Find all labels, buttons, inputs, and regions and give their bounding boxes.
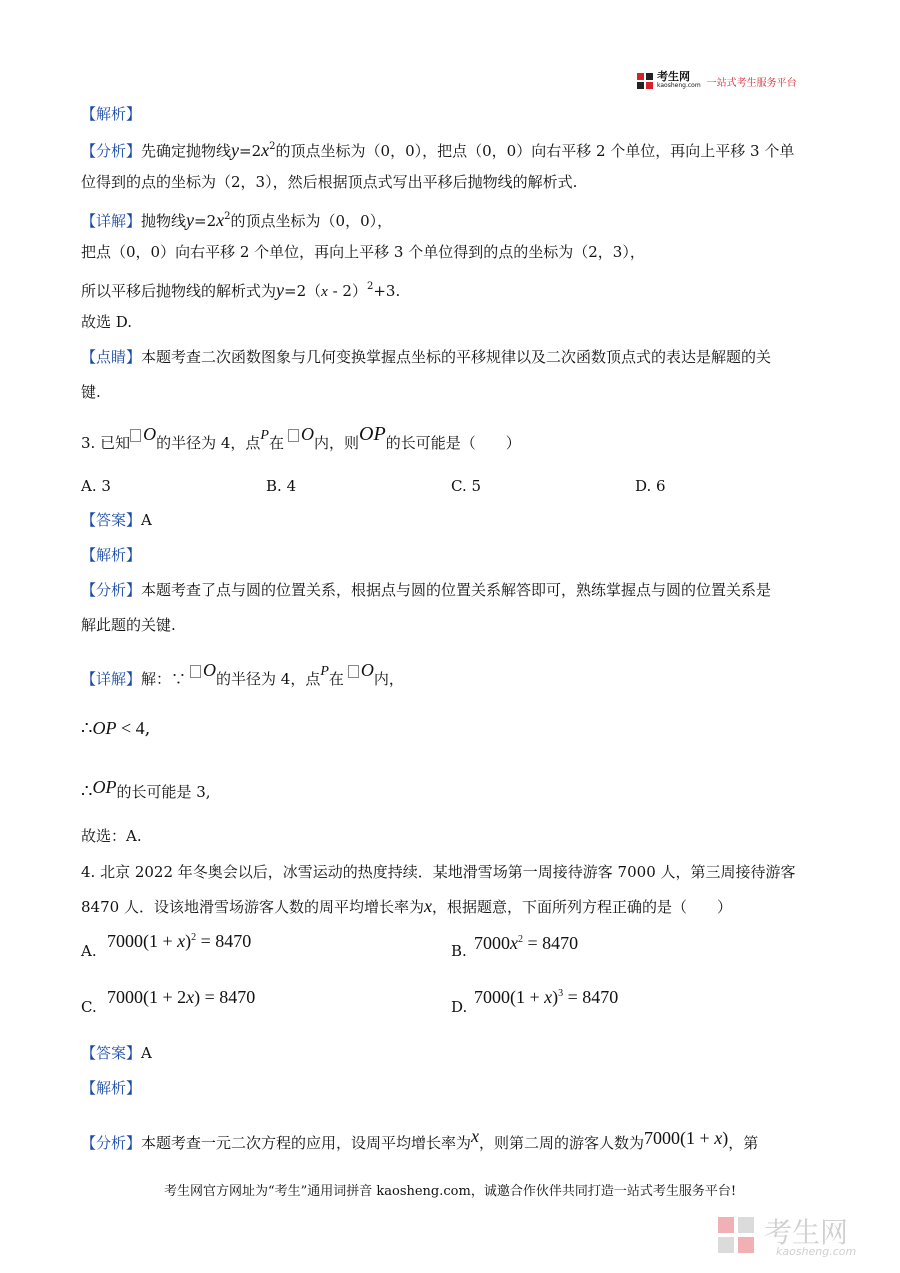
math-x: x xyxy=(544,987,553,1007)
guxuan-1: 故选 D. xyxy=(81,313,133,331)
logo-en: kaosheng.com xyxy=(657,82,701,89)
eq-text: 7000(1 + xyxy=(474,987,545,1007)
eq-text: ) xyxy=(185,931,192,951)
eq-text: 7000(1 + 2 xyxy=(107,987,187,1007)
answer-value: A xyxy=(141,511,152,529)
q4-option-c-label: C. xyxy=(81,998,97,1016)
option-label: C. xyxy=(451,477,467,495)
math-OP: OP xyxy=(359,423,386,445)
q4-fenxi-line-1 xyxy=(81,1126,758,1153)
text: - 2） xyxy=(327,282,367,300)
q4-answer xyxy=(81,1043,152,1063)
math-P: P xyxy=(320,664,329,679)
therefore-symbol: ∴ xyxy=(81,781,93,802)
text: 内， xyxy=(373,670,404,688)
q3-inequality xyxy=(81,718,150,739)
answer-tag: 【答案】 xyxy=(81,1044,142,1062)
eq-text: = 8470 xyxy=(200,987,256,1007)
q3-guxuan: 故选：A. xyxy=(81,827,142,845)
text: 的半径为 4，点 xyxy=(216,670,321,688)
text: ，根据题意，下面所列方程正确的是（ ） xyxy=(431,898,732,916)
math-x: x xyxy=(261,140,270,160)
math-OP: OP xyxy=(92,777,117,797)
q3-fenxi-line-2: 解此题的关键. xyxy=(81,616,176,634)
eq-text: = 8470 xyxy=(563,987,619,1007)
circle-symbol-icon xyxy=(348,665,359,678)
xiangjie-line-3 xyxy=(81,277,400,302)
eq-text: ) xyxy=(194,987,201,1007)
exponent: 2 xyxy=(366,281,374,292)
math-OP: OP xyxy=(92,718,117,738)
math-P: P xyxy=(260,428,269,443)
fenxi-tag: 【分析】 xyxy=(81,581,142,599)
option-label: B. xyxy=(266,477,282,495)
q3-option-b xyxy=(266,476,296,496)
q3-xiangjie-line-1 xyxy=(81,660,404,689)
text: 本题考查一元二次方程的应用，设周平均增长率为 xyxy=(141,1134,472,1152)
q4-option-b-equation xyxy=(474,933,578,954)
circle-symbol-icon xyxy=(130,429,141,442)
text: 的长可能是 3, xyxy=(116,783,211,801)
text: 的顶点坐标为（0，0）， xyxy=(230,212,393,230)
math-x: x xyxy=(321,284,328,300)
q3-option-d xyxy=(635,476,666,496)
math-y: y xyxy=(186,210,195,230)
q4-option-a-equation xyxy=(107,931,251,952)
math-x: x xyxy=(186,987,195,1007)
text: 的长可能是（ ） xyxy=(385,434,521,452)
xiangjie-line-1 xyxy=(81,207,392,231)
text: 在 xyxy=(328,670,344,688)
text: 抛物线 xyxy=(141,212,187,230)
math-x: x xyxy=(471,1126,480,1146)
answer-value: A xyxy=(141,1044,152,1062)
text: ，则第二周的游客人数为 xyxy=(479,1134,645,1152)
option-value: 3 xyxy=(101,477,111,495)
exponent: 3 xyxy=(558,988,564,999)
text: =2 xyxy=(239,142,262,160)
math-x: x xyxy=(423,896,432,916)
text: 所以平移后抛物线的解析式为 xyxy=(81,282,277,300)
exponent: 2 xyxy=(518,934,523,945)
q3-fenxi-line-1 xyxy=(81,580,771,600)
q3-conclusion xyxy=(81,777,211,802)
watermark-cn: 考生网 xyxy=(764,1216,849,1249)
eq-text: 7000 xyxy=(474,933,510,953)
text: ，第 xyxy=(728,1134,759,1152)
option-label: D. xyxy=(635,477,652,495)
fenxi-line-2: 位得到的点的坐标为（2，3），然后根据顶点式写出平移后抛物线的解析式. xyxy=(81,173,578,191)
text: 内，则 xyxy=(314,434,360,452)
text: 的半径为 4，点 xyxy=(156,434,261,452)
text: 本题考查了点与圆的位置关系，根据点与圆的位置关系解答即可，熟练掌握点与圆的位置关系是 xyxy=(141,581,772,599)
exponent: 2 xyxy=(269,141,276,152)
footer-text: 考生网官方网址为“考生”通用词拼音 kaosheng.com，诚邀合作伙伴共同打造一站式考生服务平台! xyxy=(163,1184,737,1199)
eq-text: 7000(1 + xyxy=(644,1128,715,1148)
q4-option-c-equation xyxy=(107,987,255,1008)
math-O: O xyxy=(143,424,157,444)
text: =2 xyxy=(194,212,217,230)
jiexi-label-1: 【解析】 xyxy=(81,105,142,123)
option-label: A. xyxy=(81,477,97,495)
text: 先确定抛物线 xyxy=(141,142,232,160)
math-x: x xyxy=(714,1128,723,1148)
header-tagline: 一站式考生服务平台 xyxy=(706,77,797,89)
eq-text: ) xyxy=(552,987,559,1007)
math-y: y xyxy=(276,280,285,300)
math-O: O xyxy=(301,424,314,444)
logo-cn: 考生网 xyxy=(657,70,690,83)
option-value: 5 xyxy=(471,477,482,495)
question-3 xyxy=(81,424,521,453)
math-O: O xyxy=(203,660,217,680)
math-y: y xyxy=(231,140,240,160)
question-4-line-1: 4. 北京 2022 年冬奥会以后，冰雪运动的热度持续．某地滑雪场第一周接待游客 7000 人，第三周接待游客 xyxy=(81,863,796,881)
text: +3. xyxy=(373,282,401,300)
exponent: 2 xyxy=(224,211,231,222)
header-logo xyxy=(636,71,797,91)
dianjing-line-2: 键. xyxy=(81,383,101,401)
xiangjie-tag: 【详解】 xyxy=(81,212,142,230)
xiangjie-tag: 【详解】 xyxy=(81,670,142,688)
q4-option-b-label: B. xyxy=(451,942,467,960)
math-x: x xyxy=(510,933,518,953)
circle-symbol-icon xyxy=(288,429,299,442)
q4-option-d-label: D. xyxy=(451,998,468,1016)
dianjing-tag: 【点睛】 xyxy=(81,348,142,366)
answer-tag: 【答案】 xyxy=(81,511,142,529)
option-value: 6 xyxy=(656,477,666,495)
eq-text: 7000(1 + xyxy=(107,931,178,951)
eq-text: = 8470 xyxy=(196,931,252,951)
circle-symbol-icon xyxy=(190,665,201,678)
therefore-symbol: ∴ xyxy=(81,718,93,739)
exponent: 2 xyxy=(191,932,197,943)
fenxi-tag: 【分析】 xyxy=(81,142,142,160)
math-x: x xyxy=(177,931,186,951)
text: 已知 xyxy=(100,434,131,452)
fenxi-line-1 xyxy=(81,137,794,161)
q3-option-c xyxy=(451,476,481,496)
watermark-en: kaosheng.com xyxy=(776,1245,857,1258)
dianjing-line-1 xyxy=(81,347,771,367)
question-4-line-2 xyxy=(81,896,732,917)
q4-option-a-label: A. xyxy=(81,942,97,960)
text: 本题考查二次函数图象与几何变换掌握点坐标的平移规律以及二次函数顶点式的表达是解题的关 xyxy=(141,348,772,366)
text: , xyxy=(144,718,151,739)
text: 在 xyxy=(268,434,284,452)
text: 的顶点坐标为（0，0），把点（0，0）向右平移 2 个单位，再向上平移 3 个单 xyxy=(275,142,795,160)
q3-answer xyxy=(81,510,152,530)
math-x: x xyxy=(216,210,225,230)
watermark xyxy=(716,1211,886,1261)
eq-text: = 8470 xyxy=(523,933,579,953)
fenxi-expression xyxy=(644,1128,728,1148)
text: 8470 人．设该地滑雪场游客人数的周平均增长率为 xyxy=(81,898,424,916)
watermark-logo-icon xyxy=(716,1215,756,1255)
q3-jiexi: 【解析】 xyxy=(81,546,142,564)
fenxi-tag: 【分析】 xyxy=(81,1134,142,1152)
xiangjie-line-2: 把点（0，0）向右平移 2 个单位，再向上平移 3 个单位得到的点的坐标为（2，3）， xyxy=(81,243,645,261)
option-value: 4 xyxy=(286,477,297,495)
math-O: O xyxy=(360,660,374,680)
question-number: 3. xyxy=(81,434,96,452)
text: =2（ xyxy=(284,282,322,300)
kaosheng-logo-icon xyxy=(636,72,654,90)
q4-option-d-equation xyxy=(474,987,618,1008)
inequality: < 4 xyxy=(116,718,145,738)
eq-text: ) xyxy=(722,1128,729,1148)
q3-option-a xyxy=(81,476,111,496)
q4-jiexi: 【解析】 xyxy=(81,1079,142,1097)
text: 解：∵ xyxy=(141,670,187,688)
